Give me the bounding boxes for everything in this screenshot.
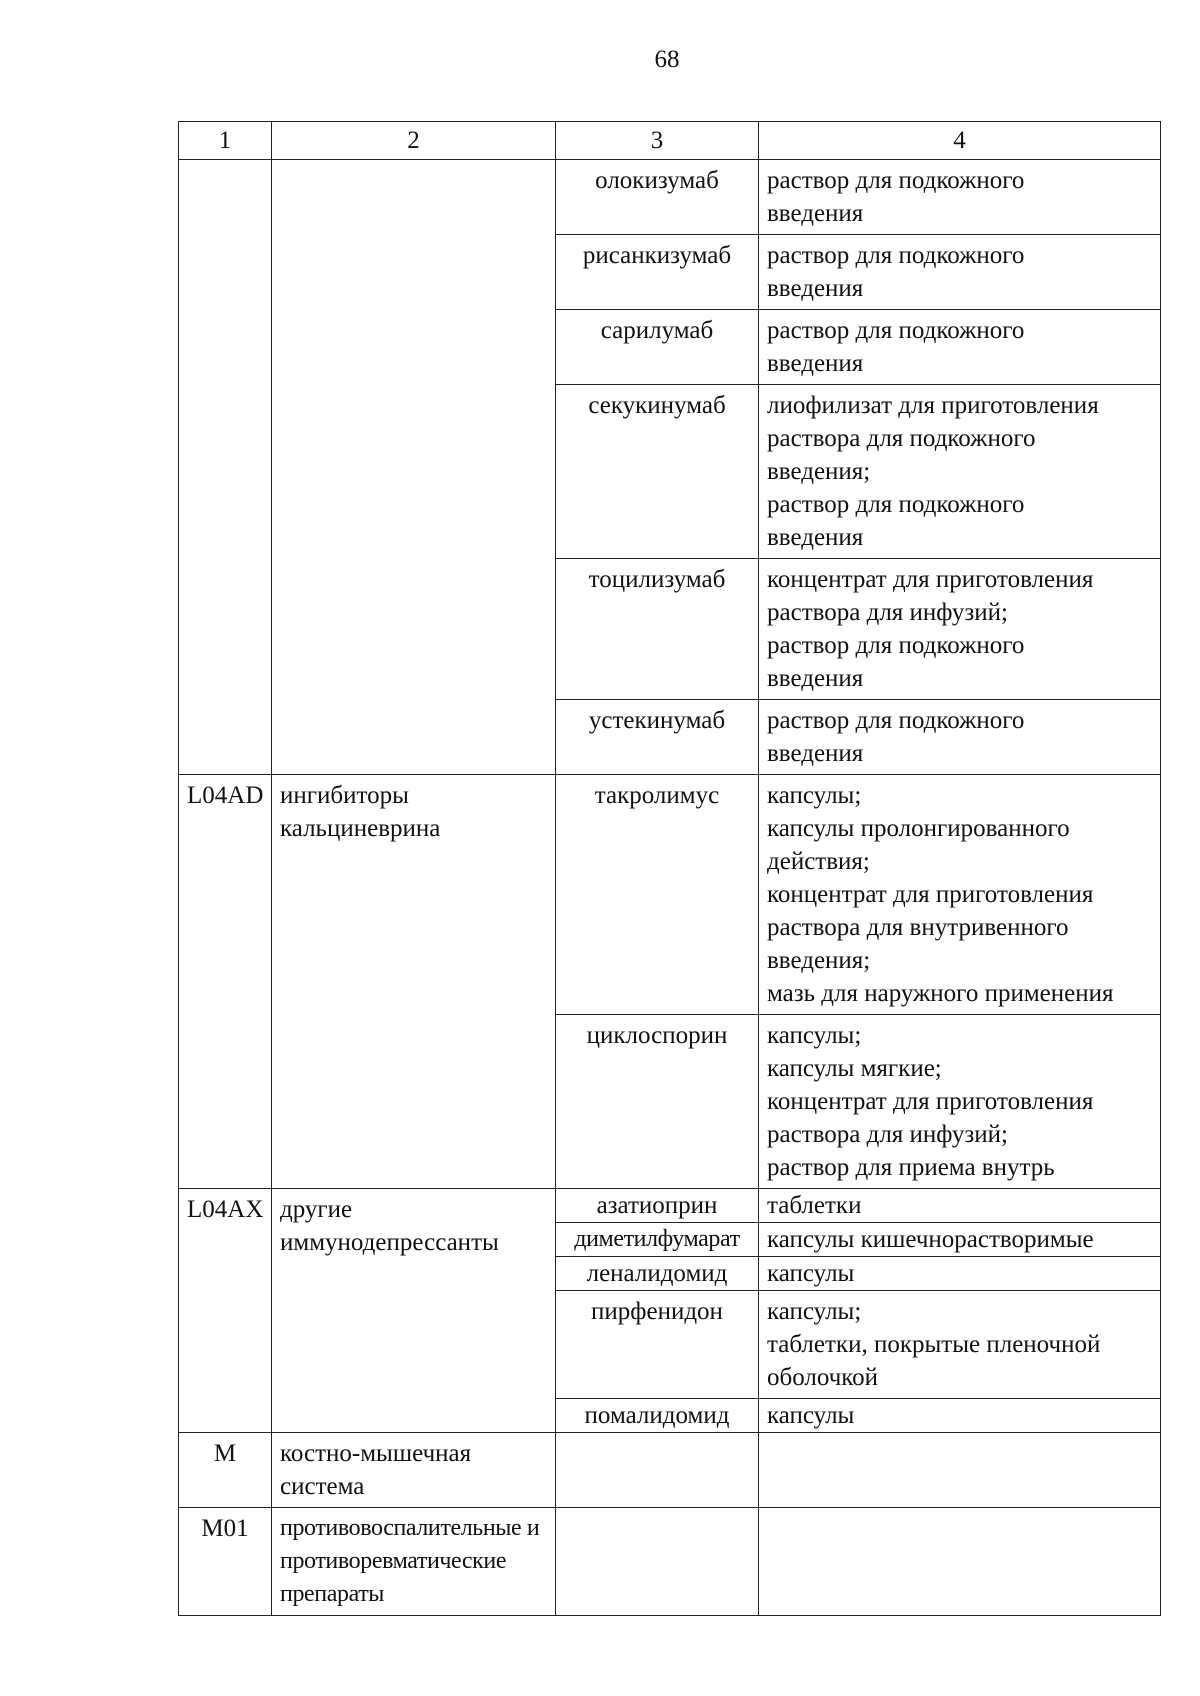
dosage-form-line: таблетки [767, 1192, 862, 1219]
dosage-form-line: капсулы мягкие; [767, 1055, 942, 1082]
dosage-form-line: концентрат для приготовления [767, 566, 1094, 593]
table-header-row [179, 122, 1161, 160]
dosage-form-line: раствор для подкожного [767, 707, 1025, 734]
dosage-form-cell [759, 235, 1161, 310]
column-header: 2 [272, 122, 556, 160]
table-row [179, 775, 1161, 1015]
dosage-form-line: введения; [767, 458, 871, 485]
dosage-form-line: введения [767, 665, 864, 692]
drug-name-cell: диметилфумарат [556, 1223, 759, 1257]
dosage-form-line: раствора для внутривенного [767, 914, 1069, 941]
dosage-form-cell [759, 1189, 1161, 1223]
dosage-form-line: раствора для подкожного [767, 425, 1036, 452]
atc-code-cell [179, 160, 272, 775]
dosage-form-cell [759, 700, 1161, 775]
drug-name-cell: помалидомид [556, 1399, 759, 1433]
drug-table [178, 121, 1161, 1616]
dosage-form-cell [759, 1433, 1161, 1508]
drug-name-cell [556, 1433, 759, 1508]
group-name-cell [272, 160, 556, 775]
drug-name-cell: олокизумаб [556, 160, 759, 235]
table-row [179, 1189, 1161, 1223]
group-name-cell: ингибиторы кальциневрина [272, 775, 556, 1189]
atc-code-cell: L04AD [179, 775, 272, 1189]
dosage-form-cell [759, 1399, 1161, 1433]
dosage-form-cell [759, 1223, 1161, 1257]
dosage-form-line: раствора для инфузий; [767, 599, 1008, 626]
dosage-form-cell [759, 310, 1161, 385]
dosage-form-line: капсулы; [767, 1298, 862, 1325]
dosage-form-line: раствор для подкожного [767, 491, 1025, 518]
table-row [179, 1508, 1161, 1616]
dosage-form-cell [759, 1291, 1161, 1399]
dosage-form-line: раствор для подкожного [767, 167, 1025, 194]
drug-name-cell [556, 1508, 759, 1616]
dosage-form-line: капсулы пролонгированного [767, 815, 1070, 842]
dosage-form-line: капсулы [767, 1402, 855, 1429]
dosage-form-line: введения [767, 740, 864, 767]
dosage-form-line: мазь для наружного применения [767, 980, 1114, 1007]
drug-name-cell: азатиоприн [556, 1189, 759, 1223]
group-name-cell: костно-мышечная система [272, 1433, 556, 1508]
dosage-form-cell [759, 1257, 1161, 1291]
drug-name-cell: леналидомид [556, 1257, 759, 1291]
drug-name-cell: циклоспорин [556, 1015, 759, 1189]
dosage-form-line: оболочкой [767, 1364, 879, 1391]
column-header: 3 [556, 122, 759, 160]
drug-name-cell: устекинумаб [556, 700, 759, 775]
page-number: 68 [654, 46, 680, 73]
dosage-form-line: действия; [767, 848, 870, 875]
dosage-form-cell [759, 775, 1161, 1015]
drug-name-cell: сарилумаб [556, 310, 759, 385]
dosage-form-line: раствор для приема внутрь [767, 1154, 1055, 1181]
drug-name-cell: тоцилизумаб [556, 559, 759, 700]
dosage-form-line: капсулы; [767, 1022, 862, 1049]
dosage-form-line: введения; [767, 947, 871, 974]
dosage-form-line: раствора для инфузий; [767, 1121, 1008, 1148]
dosage-form-line: введения [767, 524, 864, 551]
dosage-form-line: введения [767, 200, 864, 227]
drug-name-cell: такролимус [556, 775, 759, 1015]
drug-name-cell: секукинумаб [556, 385, 759, 559]
column-header: 4 [759, 122, 1161, 160]
dosage-form-line: введения [767, 350, 864, 377]
dosage-form-line: таблетки, покрытые пленочной [767, 1331, 1101, 1358]
drug-name-cell: рисанкизумаб [556, 235, 759, 310]
group-name-cell: другие иммунодепрессанты [272, 1189, 556, 1433]
dosage-form-cell [759, 385, 1161, 559]
dosage-form-line: капсулы; [767, 782, 862, 809]
dosage-form-line: раствор для подкожного [767, 317, 1025, 344]
dosage-form-cell [759, 1015, 1161, 1189]
dosage-form-line: концентрат для приготовления [767, 1088, 1094, 1115]
drug-name-cell: пирфенидон [556, 1291, 759, 1399]
atc-code-cell: M01 [179, 1508, 272, 1616]
column-header: 1 [179, 122, 272, 160]
atc-code-cell: L04AX [179, 1189, 272, 1433]
dosage-form-line: концентрат для приготовления [767, 881, 1094, 908]
table-row [179, 160, 1161, 235]
dosage-form-line: капсулы кишечнорастворимые [767, 1226, 1094, 1253]
dosage-form-cell [759, 1508, 1161, 1616]
atc-code-cell: M [179, 1433, 272, 1508]
dosage-form-cell [759, 559, 1161, 700]
group-name-cell: противовоспалительные и противоревматические препараты [272, 1508, 556, 1616]
dosage-form-line: лиофилизат для приготовления [767, 392, 1099, 419]
dosage-form-line: введения [767, 275, 864, 302]
dosage-form-cell [759, 160, 1161, 235]
table-row [179, 1433, 1161, 1508]
dosage-form-line: капсулы [767, 1260, 855, 1287]
dosage-form-line: раствор для подкожного [767, 242, 1025, 269]
dosage-form-line: раствор для подкожного [767, 632, 1025, 659]
